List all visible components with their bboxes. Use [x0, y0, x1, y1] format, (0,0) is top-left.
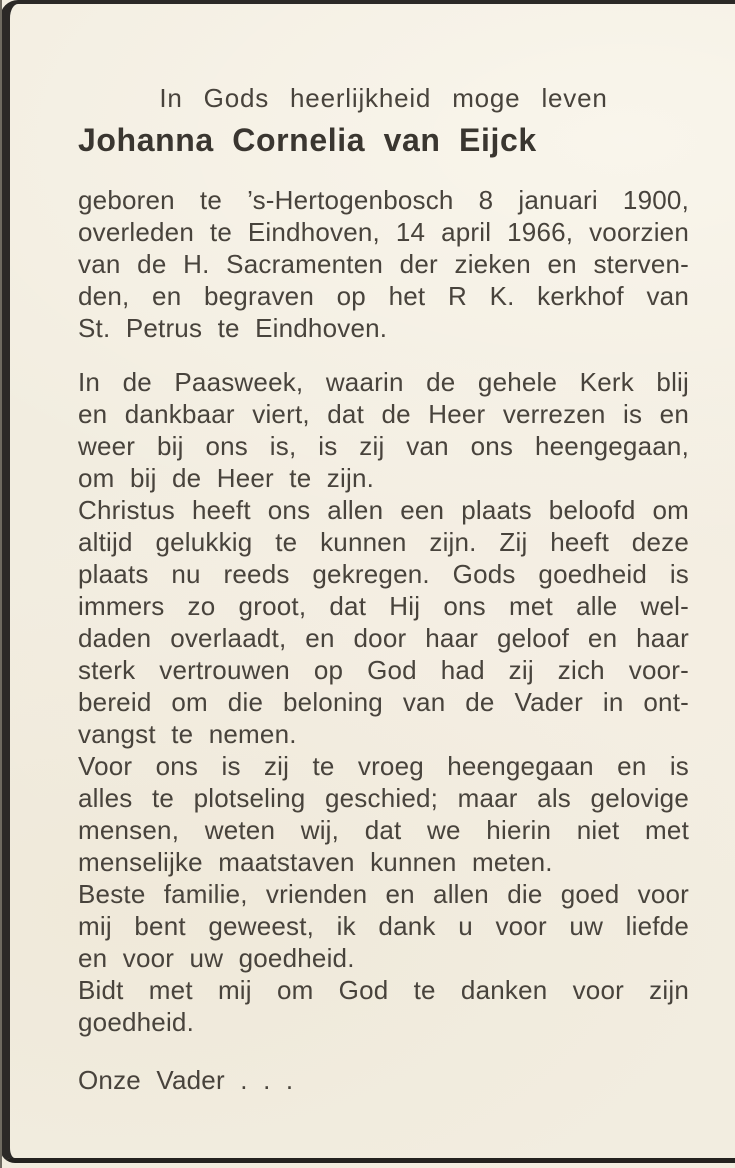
text-line: altijd gelukkig te kunnen zijn. Zij heeft deze [78, 527, 689, 557]
scan-edge-highlight [0, 0, 2, 1168]
text-line: Christus heeft ons allen een plaats beloofd om [78, 495, 689, 525]
intro-line: In Gods heerlijkheid moge leven [159, 83, 608, 113]
text-line: den, en begraven op het R K. kerkhof van [78, 281, 689, 311]
body-paragraphs [78, 184, 689, 1038]
deceased-name: Johanna Cornelia van Eijck [78, 122, 537, 158]
text-line: en dankbaar viert, dat de Heer verrezen is en [78, 399, 689, 429]
text-line: weer bij ons is, is zij van ons heengegaan, [78, 431, 689, 461]
text-line: overleden te Eindhoven, 14 april 1966, voorzien [78, 217, 689, 247]
text-line: menselijke maatstaven kunnen meten. [78, 847, 553, 877]
text-line: vangst te nemen. [78, 719, 297, 749]
closing-line: Onze Vader . . . [78, 1065, 294, 1095]
text-line: geboren te ’s-Hertogenbosch 8 januari 1900, [78, 185, 689, 215]
paragraph [78, 750, 689, 878]
paragraph [78, 366, 689, 494]
text-line: Voor ons is zij te vroeg heengegaan en is [78, 751, 689, 781]
text-line: In de Paasweek, waarin de gehele Kerk blij [78, 367, 689, 397]
paragraph [78, 974, 689, 1038]
paragraph [78, 878, 689, 974]
text-line: mensen, weten wij, dat we hierin niet met [78, 815, 689, 845]
text-line: Beste familie, vrienden en allen die goed voor [78, 879, 689, 909]
text-line: van de H. Sacramenten der zieken en sterven- [78, 249, 689, 279]
text-line: plaats nu reeds gekregen. Gods goedheid is [78, 559, 689, 589]
text-line: alles te plotseling geschied; maar als gelovige [78, 783, 689, 813]
text-line: om bij de Heer te zijn. [78, 463, 375, 493]
text-line: St. Petrus te Eindhoven. [78, 313, 388, 343]
text-line: mij bent geweest, ik dank u voor uw liefde [78, 911, 689, 941]
text-line: bereid om die beloning van de Vader in ont- [78, 687, 689, 717]
text-line: Bidt met mij om God te danken voor zijn [78, 975, 689, 1005]
text-line: sterk vertrouwen op God had zij zich voor- [78, 655, 689, 685]
paragraph [78, 494, 689, 750]
text-line: immers zo groot, dat Hij ons met alle wel- [78, 591, 689, 621]
text-line: en voor uw goedheid. [78, 943, 355, 973]
card-content [78, 82, 689, 1096]
text-line: goedheid. [78, 1007, 195, 1037]
text-line: daden overlaadt, en door haar geloof en haar [78, 623, 689, 653]
paragraph [78, 184, 689, 344]
